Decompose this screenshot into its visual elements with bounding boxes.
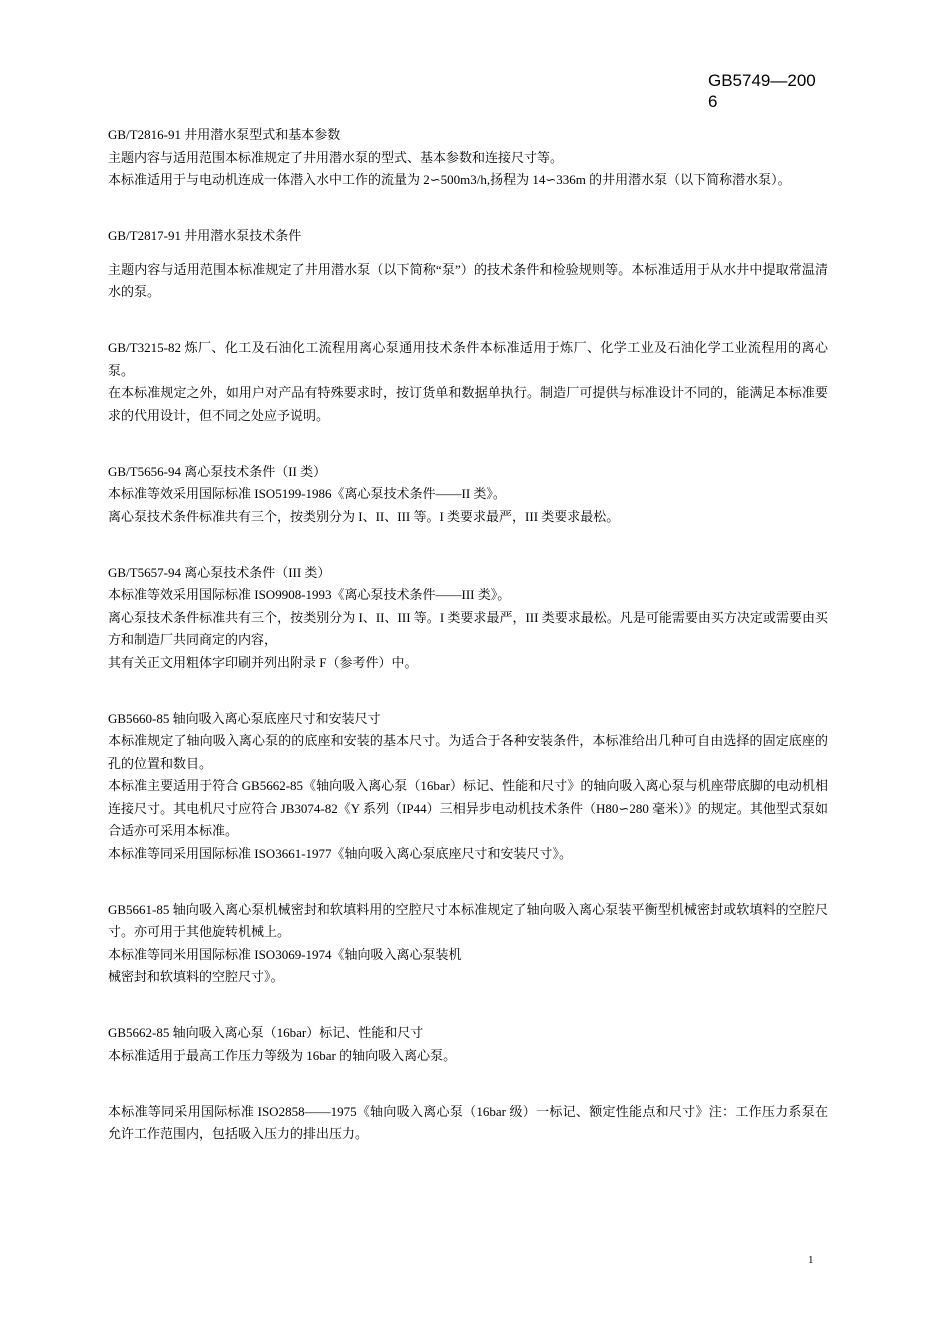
paragraph: 本标准等同米用国际标准 ISO3069-1974《轴向吸入离心泵装机 xyxy=(108,946,462,962)
paragraph: 械密封和软填料的空腔尺寸》。 xyxy=(108,969,284,984)
paragraph: 离心泵技术条件标准共有三个，按类别分为 I、II、III 等。I 类要求最严，III 类要求最松。 xyxy=(108,508,620,524)
paragraph: 主题内容与适用范围本标准规定了井用潜水泵（以下简称“泵”）的技术条件和检验规则等。本标准适用于从水井中提取常温清水的泵。 xyxy=(108,261,828,299)
document-body xyxy=(108,124,828,1146)
paragraph: 本标准等效采用国际标准 ISO5199-1986《离心泵技术条件——II 类》。 xyxy=(108,486,506,501)
section-title: GB/T3215-82 炼厂、化工及石油化工流程用离心泵通用技术条件本标准适用于炼厂、化学工业及石油化学工业流程用的离心泵。 xyxy=(108,340,828,378)
paragraph: 本标准等同采用国际标准 ISO2858——1975《轴向吸入离心泵（16bar 级）一标记、额定性能点和尺寸》注：工作压力系泵在允许工作范围内，包括吸入压力的排出压力。 xyxy=(108,1103,828,1141)
paragraph: 本标准适用于与电动机连成一体潜入水中工作的流量为 2∽500m3/h,扬程为 14∽336m 的井用潜水泵（以下简称潜水泵）。 xyxy=(108,172,791,187)
paragraph: 其有关正文用粗体字印刷并列出附录 F（参考件）中。 xyxy=(108,654,418,670)
section-title: GB/T2816-91 井用潜水泵型式和基本参数 xyxy=(108,127,341,142)
paragraph: 离心泵技术条件标准共有三个，按类别分为 I、II、III 等。I 类要求最严，III 类要求最松。凡是可能需要由买方决定或需要由买方和制造厂共同商定的内容， xyxy=(108,609,828,647)
paragraph: 主题内容与适用范围本标准规定了井用潜水泵的型式、基本参数和连接尺寸等。 xyxy=(108,149,564,165)
paragraph: 本标准规定了轴向吸入离心泵的的底座和安装的基本尺寸。为适合于各种安装条件，本标准给出几种可自由选择的固定底座的孔的位置和数目。 xyxy=(108,733,828,771)
page-number: 1 xyxy=(808,1254,814,1266)
paragraph: 本标准等效采用国际标准 ISO9908-1993《离心泵技术条件——III 类》。 xyxy=(108,587,511,602)
section-title: GB/T5656-94 离心泵技术条件（II 类） xyxy=(108,463,327,479)
section-title: GB5660-85 轴向吸入离心泵底座尺寸和安装尺寸 xyxy=(108,710,381,726)
paragraph: 在本标准规定之外，如用户对产品有特殊要求时，按订货单和数据单执行。制造厂可提供与标准设计不同的，能满足本标准要求的代用设计，但不同之处应予说明。 xyxy=(108,385,828,423)
section-title: GB/T5657-94 离心泵技术条件（III 类） xyxy=(108,564,331,580)
section-title: GB5661-85 轴向吸入离心泵机械密封和软填料用的空腔尺寸本标准规定了轴向吸入离心泵装平衡型机械密封或软填料的空腔尺寸。亦可用于其他旋转机械上。 xyxy=(108,901,828,939)
paragraph: 本标准适用于最高工作压力等级为 16bar 的轴向吸入离心泵。 xyxy=(108,1047,457,1063)
document-code: GB5749—2006 xyxy=(708,71,816,111)
section-title: GB/T2817-91 井用潜水泵技术条件 xyxy=(108,228,302,243)
section-title: GB5662-85 轴向吸入离心泵（16bar）标记、性能和尺寸 xyxy=(108,1025,424,1040)
paragraph: 本标准主要适用于符合 GB5662-85《轴向吸入离心泵（16bar）标记、性能和尺寸》的轴向吸入离心泵与机座带底脚的电动机相连接尺寸。其电机尺寸应符合 JB3074-82《Y 系列（IP44）三相异步电动机技术条件（H80∽280 毫米）》的规定。其他型式泵如合适亦可采用本标准。 xyxy=(108,778,828,838)
paragraph: 本标准等同采用国际标准 ISO3661-1977《轴向吸入离心泵底座尺寸和安装尺寸》。 xyxy=(108,845,573,861)
